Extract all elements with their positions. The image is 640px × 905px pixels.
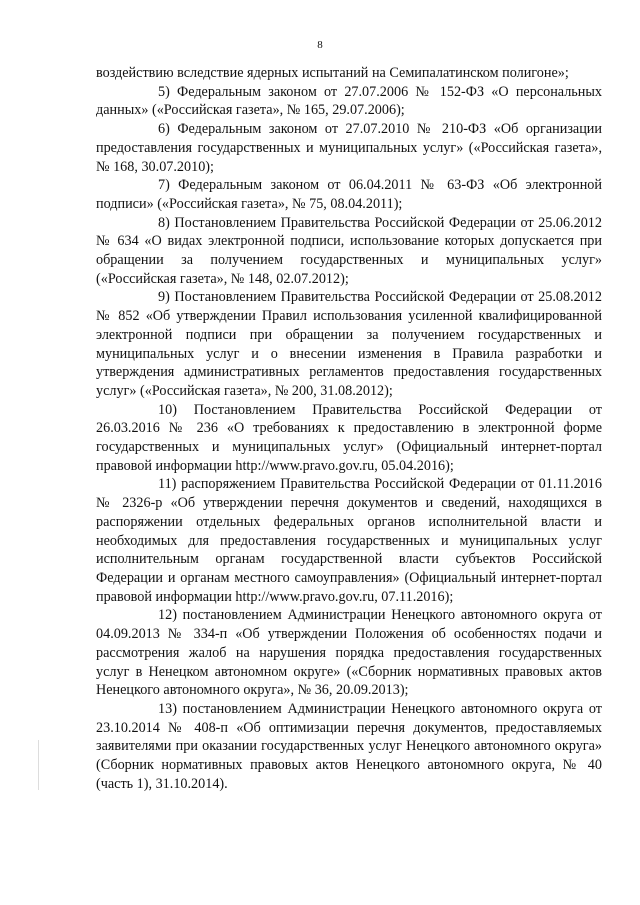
list-item-11: 11) распоряжением Правительства Российской Федерации от 01.11.2016 № 2326-р «Об утверждении перечня документов и сведений, находящихся в распоряжении отдельных федеральных органов исполнительной власти и необходимых для предоставления государственных и муниципальных услуг исполнительным органам государственной власти субъектов Российской Федерации и органам местного самоуправления» (Официальный интернет-портал правовой информации http://www.pravo.gov.ru, 07.11.2016); bbox=[96, 476, 602, 605]
list-item-5: 5) Федеральным законом от 27.07.2006 № 152-ФЗ «О персональных данных» («Российская газета», № 165, 29.07.2006); bbox=[96, 83, 602, 119]
list-item-7: 7) Федеральным законом от 06.04.2011 № 63-ФЗ «Об электронной подписи» («Российская газета», № 75, 08.04.2011); bbox=[96, 177, 602, 212]
paragraph-continuation: воздействию вследствие ядерных испытаний на Семипалатинском полигоне»; bbox=[96, 65, 569, 81]
margin-mark bbox=[38, 740, 39, 790]
list-item-6: 6) Федеральным законом от 27.07.2010 № 210-ФЗ «Об организации предоставления государственных и муниципальных услуг» («Российская газета», № 168, 30.07.2010); bbox=[96, 121, 602, 175]
document-body bbox=[96, 64, 602, 793]
list-item-10: 10) Постановлением Правительства Российской Федерации от 26.03.2016 № 236 «О требованиях к предоставлению в электронной форме государственных и муниципальных услуг» (Официальный интернет-портал правовой информации http://www.pravo.gov.ru, 05.04.2016); bbox=[96, 401, 602, 474]
list-item-13: 13) постановлением Администрации Ненецкого автономного округа от 23.10.2014 № 408-п «Об оптимизации перечня документов, предоставляемых заявителями при оказании государственных услуг Ненецкого автономного округа» (Сборник нормативных правовых актов Ненецкого автономного округа, № 40 (часть 1), 31.10.2014). bbox=[96, 700, 602, 792]
list-item-12: 12) постановлением Администрации Ненецкого автономного округа от 04.09.2013 № 334-п «Об утверждении Положения об особенностях подачи и рассмотрения жалоб на нарушения порядка предоставления государственных услуг в Ненецком автономном округе» («Сборник нормативных правовых актов Ненецкого автономного округа», № 36, 20.09.2013); bbox=[96, 607, 602, 699]
page-number: 8 bbox=[317, 39, 323, 51]
list-item-8: 8) Постановлением Правительства Российской Федерации от 25.06.2012 № 634 «О видах электронной подписи, использование которых допускается при обращении за получением государственных и муниципальных услуг» («Российская газета», № 148, 02.07.2012); bbox=[96, 214, 602, 287]
list-item-9: 9) Постановлением Правительства Российской Федерации от 25.08.2012 № 852 «Об утверждении Правил использования усиленной квалифицированной электронной подписи при обращении за получением государственных и муниципальных услуг и о внесении изменения в Правила разработки и утверждения административных регламентов предоставления государственных услуг» («Российская газета», № 200, 31.08.2012); bbox=[96, 289, 602, 399]
